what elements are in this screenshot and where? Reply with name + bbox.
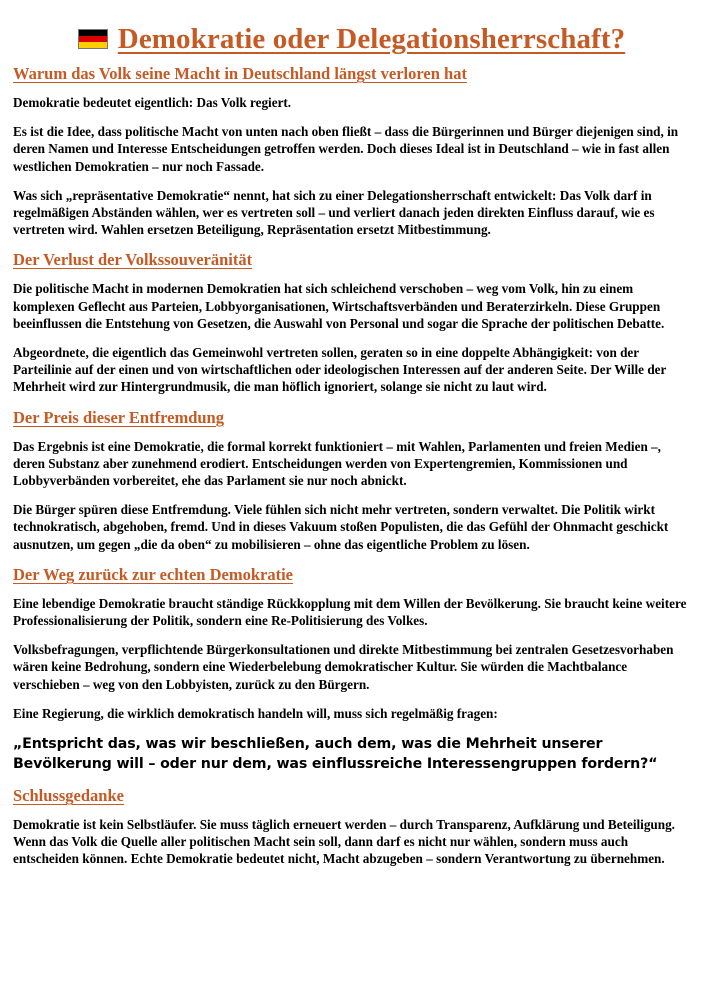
paragraph: Es ist die Idee, dass politische Macht von unten nach oben fließt – dass die Bürgerinnen und Bürger diejenigen sind, in deren Namen und Interesse Entscheidungen getroffen werden. Doch dieses Ideal ist in Deutschland – wie in fast allen westlichen Demokratien – nur noch Fassade. <box>13 124 679 174</box>
section-heading-5: Schlussgedanke <box>13 786 124 806</box>
paragraph: Eine Regierung, die wirklich demokratisch handeln will, muss sich regelmäßig fragen: <box>13 705 498 721</box>
paragraph: Was sich „repräsentative Demokratie“ nennt, hat sich zu einer Delegationsherrschaft entwickelt: Das Volk darf in regelmäßigen Abständen wählen, wer es vertreten soll – und verliert danach jeden direkten Einfluss darauf, wie es vertreten wird. Wahlen ersetzen Beteiligung, Repräsentation ersetzt Mitbestimmung. <box>13 187 655 238</box>
paragraph: Demokratie bedeutet eigentlich: Das Volk regiert. <box>13 95 292 110</box>
paragraph: Eine lebendige Demokratie braucht ständige Rückkopplung mit dem Willen der Bevölkerung. Sie braucht keine weitere Professionalisierung der Politik, sondern eine Re-Politisierung des Volkes. <box>13 595 687 629</box>
section-heading-1: Warum das Volk seine Macht in Deutschland längst verloren hat <box>13 64 467 83</box>
block-quote: „Entspricht das, was wir beschließen, auch dem, was die Mehrheit unserer Bevölkerung will – oder nur dem, was einflussreiche Interessengruppen fordern?“ <box>13 736 658 773</box>
section-heading-2: Der Verlust der Volkssouveränität <box>13 250 253 270</box>
title-row <box>13 22 690 56</box>
paragraph: Das Ergebnis ist eine Demokratie, die formal korrekt funktioniert – mit Wahlen, Parlamenten und freien Medien –, deren Substanz aber zunehmend erodiert. Entscheidungen werden von Expertengremien, Kommissionen und Lobbyverbänden vorbereitet, ehe das Parlament sie nur noch abnickt. <box>13 438 661 489</box>
paragraph: Die Bürger spüren diese Entfremdung. Viele fühlen sich nicht mehr vertreten, sondern verwaltet. Die Politik wirkt technokratisch, abgehoben, fremd. Und in dieses Vakuum stoßen Populisten, die das Gefühl der Ohnmacht geschickt ausnutzen, um gegen „die da oben“ zu mobilisieren – ohne das eigentliche Problem zu lösen. <box>13 502 669 552</box>
page-title: Demokratie oder Delegationsherrschaft? <box>117 22 626 55</box>
paragraph: Volksbefragungen, verpflichtende Bürgerkonsultationen und direkte Mitbestimmung bei zentralen Gesetzesvorhaben wären keine Bedrohung, sondern eine Wiederbelebung demokratischer Kultur. Sie würden die Machtbalance verschieben – weg von den Lobbyisten, zurück zu den Bürgern. <box>13 642 674 692</box>
germany-flag-icon <box>78 29 108 49</box>
section-heading-3: Der Preis dieser Entfremdung <box>13 407 224 427</box>
paragraph: Abgeordnete, die eigentlich das Gemeinwohl vertreten sollen, geraten so in eine doppelte Abhängigkeit: von der Parteilinie auf der einen und von wirtschaftlichen oder ideologischen Interessen auf der anderen Seite. Der Wille der Mehrheit wird zur Hintergrundmusik, die man höflich ignoriert, solange sie nicht zu laut wird. <box>13 345 667 395</box>
paragraph: Demokratie ist kein Selbstläufer. Sie muss täglich erneuert werden – durch Transparenz, Aufklärung und Beteiligung. Wenn das Volk die Quelle aller politischen Macht sein soll, dann darf es nicht nur wählen, sondern muss auch entscheiden können. Echte Demokratie bedeutet nicht, Macht abzugeben – sondern Verantwortung zu übernehmen. <box>13 817 675 867</box>
section-heading-4: Der Weg zurück zur echten Demokratie <box>13 564 293 584</box>
paragraph: Die politische Macht in modernen Demokratien hat sich schleichend verschoben – weg vom Volk, hin zu einem komplexen Geflecht aus Parteien, Lobbyorganisationen, Wirtschaftsverbänden und Beraterzirkeln. Diese Gruppen beeinflussen die Entstehung von Gesetzen, die Auswahl von Personal und sogar die Sprache der politischen Debatte. <box>13 281 665 331</box>
